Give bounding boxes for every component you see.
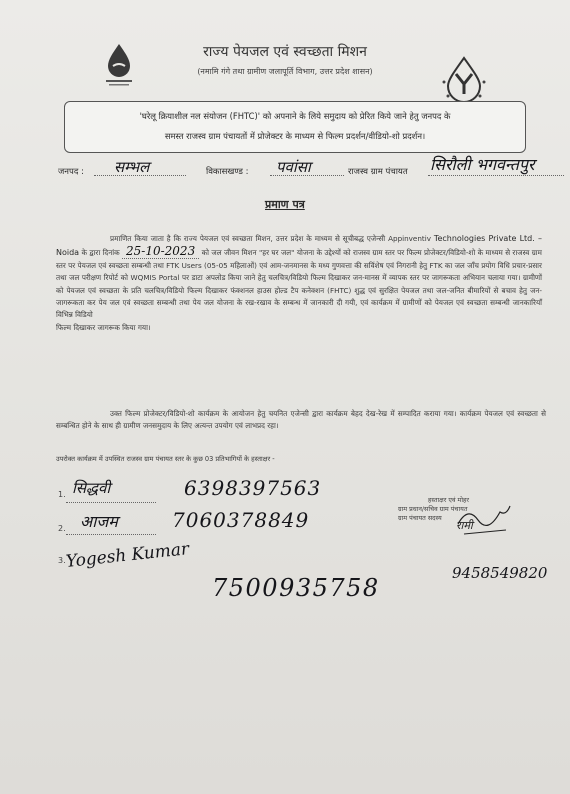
signature-1: सिद्धवी [72, 479, 111, 497]
stamp-line-2: ग्राम प्रधान/सचिव ग्राम पंचायत [398, 505, 468, 513]
district-label: जनपद : [58, 167, 84, 177]
phone-1: 6398397563 [184, 476, 322, 500]
body-tail: फिल्म दिखाकर जागरूक किया गया। [56, 322, 151, 332]
panchayat-label: राजस्व ग्राम पंचायत [348, 167, 408, 177]
agency-name: Technologies Private Ltd. – Noida [56, 234, 542, 258]
extra-phone: 9458549820 [452, 564, 548, 582]
stamp-line-3: ग्राम पंचायत सदस्य [398, 514, 442, 522]
department-subtitle: (नमामि गंगे तथा ग्रामीण जलापूर्ति विभाग, उत्तर प्रदेश शासन) [197, 67, 373, 76]
stamp-line-1: हस्ताक्षर एवं मोहर [428, 496, 470, 504]
banner-line-2: समस्त राजस्व ग्राम पंचायतों में प्रोजेक्टर के माध्यम से फिल्म प्रदर्शन/वीडियो-शो प्रदर्शन। [164, 131, 426, 141]
stamp-scribble-icon [454, 500, 514, 540]
panchayat-value: सिरौली भगवन्तपुर [430, 155, 535, 174]
signature-line-1 [66, 502, 156, 503]
signature-3: Yogesh Kumar [64, 539, 191, 572]
signature-number-3: 3. [58, 556, 66, 565]
phone-3: 7500935758 [212, 574, 380, 602]
certificate-title: प्रमाण पत्र [265, 198, 305, 211]
signatures-intro: उपरोक्त कार्यक्रम में उपस्थित राजस्व ग्राम पंचायत स्तर के कुछ 03 प्रतिभागियों के हस्ताक्षर - [56, 455, 275, 463]
stamp-signature: रामी [456, 519, 473, 532]
block-value: पवांसा [276, 158, 311, 176]
location-row [58, 155, 570, 183]
banner-line-1: 'घरेलू क्रियाशील नल संयोजन (FHTC)' को अपनाने के लिये समुदाय को प्रेरित किये जाने हेतु जनपद के [139, 111, 451, 121]
certificate-body [56, 233, 542, 334]
certificate-body-2 [56, 408, 546, 433]
body-intro: प्रमाणित किया जाता है कि राज्य पेयजल एवं स्वच्छता मिशन, उत्तर प्रदेश के माध्यम से सूचीबद्ध एजेन्सी Appinventiv [110, 234, 431, 243]
signature-number-1: 1. [58, 490, 66, 499]
panchayat-line [428, 175, 564, 176]
district-value: सम्भल [114, 158, 150, 176]
date-prefix: के द्वारा दिनांक [81, 248, 120, 258]
signature-number-2: 2. [58, 524, 66, 533]
body-paragraph-2: उक्त फिल्म प्रोजेक्टर/विडियो-शो कार्यक्रम के आयोजन हेतु चयनित एजेन्सी द्वारा कार्यक्रम बेहद देख-रेख में सम्पादित कराया गया। कार्यक्रम पेयजल एवं स्वच्छता से सम्बन्धित होने के साथ ही ग्रामीण जनसमुदाय के लिए अत्यन्त उपयोग एवं लाभप्रद रहा। [56, 409, 546, 431]
signature-2: आजम [80, 512, 118, 531]
mission-title: राज्य पेयजल एवं स्वच्छता मिशन [203, 44, 367, 60]
program-banner [64, 101, 526, 153]
block-label: विकासखण्ड : [206, 167, 249, 177]
body-main: को जल जीवन मिशन "हर घर जल" योजना के उद्देश्यों को राजस्व ग्राम स्तर पर फिल्म प्रोजेक्टर/विडियो-शो के माध्यम से राजस्व ग्राम स्तर पर पेयजल एवं स्वच्छता सम्बन्धी तथा FTK Users (05-05 महिलाओं) एवं आम-जनमानस के मध्य गुणवत्ता की सविंशेष एवं निगरानी हेतु FTK का जल जाँच प्रयोग विधि प्रचार-प्रसार तथा जल परीक्षण रिपोर्ट को WQMIS Portal पर डाटा अपलोड किया जाने हेतु चलचित्र/विडियो फिल्म दिखाकर जन-मानस में व्यापक स्तर पर जागरूकता अभियान चलाया गया। ग्रामीणों को पेयजल एवं स्वच्छता के प्रति चलचित्र/विडियो फिल्म दिखाकर फंक्शनल हाउस होल्ड टैप कनेक्शन (FHTC) शुद्ध एवं सुरक्षित पेयजल तथा जल-जनित बीमारियों से बचाव हेतु जन-जागरूकता कर पेय जल एवं स्वच्छता सम्बन्धी तथा पेय जल योजना के रख-रखाव के सम्बन्ध में जानकारी दी गयी, एवं कार्यक्रम में ग्रामीणों को पेयजल एवं स्वच्छता सम्बन्धी जानकारियाँ विभिन्न विडियो [56, 248, 542, 320]
signature-line-2 [66, 534, 156, 535]
har-ghar-jal-logo-icon [436, 54, 492, 104]
phone-2: 7060378849 [172, 508, 310, 532]
event-date: 25-10-2023 [122, 244, 199, 259]
